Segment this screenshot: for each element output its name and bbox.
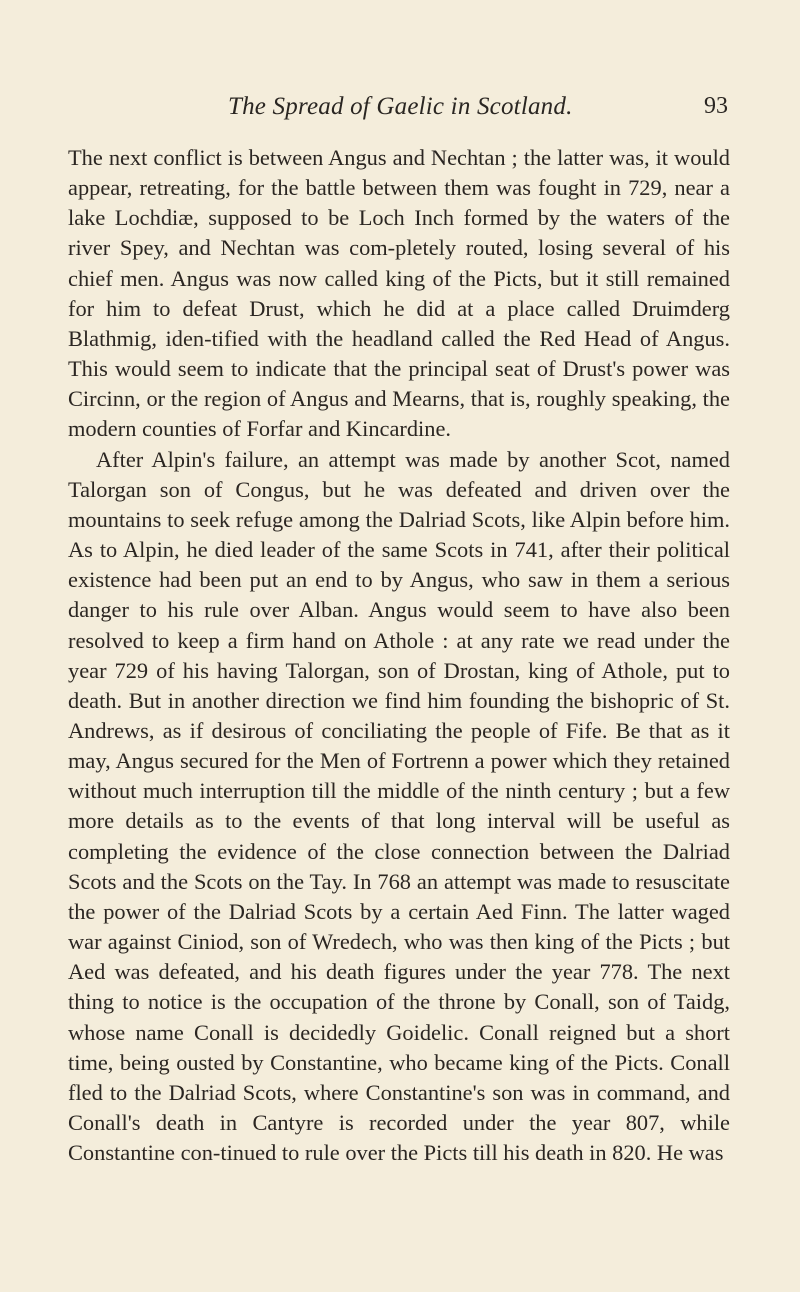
body-text [68,143,730,1168]
paragraph: After Alpin's failure, an attempt was made by another Scot, named Talorgan son of Congus, but he was defeated and driven over the mountains to seek refuge among the Dalriad Scots, like Alpin before him. As to Alpin, he died leader of the same Scots in 741, after their political existence had been put an end to by Angus, who saw in them a serious danger to his rule over Alban. Angus would seem to have also been resolved to keep a firm hand on Athole : at any rate we read under the year 729 of his having Talorgan, son of Drostan, king of Athole, put to death. But in another direction we find him founding the bishopric of St. Andrews, as if desirous of conciliating the people of Fife. Be that as it may, Angus secured for the Men of Fortrenn a power which they retained without much interruption till the middle of the ninth century ; but a few more details as to the events of that long interval will be useful as completing the evidence of the close connection between the Dalriad Scots and the Scots on the Tay. In 768 an attempt was made to resuscitate the power of the Dalriad Scots by a certain Aed Finn. The latter waged war against Ciniod, son of Wredech, who was then king of the Picts ; but Aed was defeated, and his death figures under the year 778. The next thing to notice is the occupation of the throne by Conall, son of Taidg, whose name Conall is decidedly Goidelic. Conall reigned but a short time, being ousted by Constantine, who became king of the Picts. Conall fled to the Dalriad Scots, where Constantine's son was in command, and Conall's death in Cantyre is recorded under the year 807, while Constantine con-tinued to rule over the Picts till his death in 820. He was [68,446,730,1166]
running-title: The Spread of Gaelic in Scotland. [228,93,573,120]
paragraph: The next conflict is between Angus and Nechtan ; the latter was, it would appear, retreating, for the battle between them was fought in 729, near a lake Lochdiæ, supposed to be Loch Inch formed by the waters of the river Spey, and Nechtan was com-pletely routed, losing several of his chief men. Angus was now called king of the Picts, but it still remained for him to defeat Drust, which he did at a place called Druimderg Blathmig, iden-tified with the headland called the Red Head of Angus. This would seem to indicate that the principal seat of Drust's power was Circinn, or the region of Angus and Mearns, that is, roughly speaking, the modern counties of Forfar and Kincardine. [68,145,730,442]
running-head [68,93,728,123]
page-number: 93 [704,93,728,119]
